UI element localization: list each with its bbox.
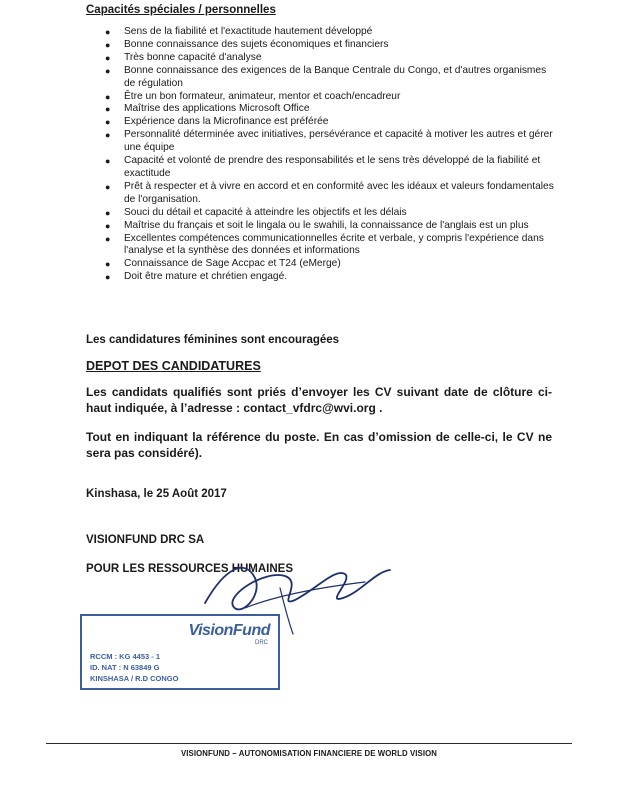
section-title: Capacités spéciales / personnelles xyxy=(86,4,276,16)
company-stamp xyxy=(80,614,280,690)
bullet-icon: ● xyxy=(105,27,111,37)
bullet-icon: ● xyxy=(105,259,111,270)
list-item xyxy=(86,39,556,52)
list-item xyxy=(86,155,556,181)
depot-heading: DEPOT DES CANDIDATURES xyxy=(86,359,261,373)
skills-list xyxy=(86,26,556,284)
list-item xyxy=(86,220,556,233)
stamp-id-nat: ID. NAT : N 63849 G xyxy=(90,663,160,672)
list-item-text: Excellentes compétences communicationnelles écrite et verbale, y compris l'expérience dans l'analyse et la synthèse des données et informations xyxy=(124,232,544,257)
list-item xyxy=(86,103,556,116)
bullet-icon: ● xyxy=(105,65,111,76)
bullet-icon: ● xyxy=(105,207,111,218)
list-item xyxy=(86,207,556,220)
list-item-text: Sens de la fiabilité et l'exactitude hautement développé xyxy=(124,26,373,37)
footer-divider xyxy=(46,743,572,744)
stamp-rccm: RCCM : KG 4453 - 1 xyxy=(90,652,161,661)
list-item-text: Bonne connaissance des exigences de la Banque Centrale du Congo, et d'autres organismes de régulation xyxy=(124,64,547,89)
reference-instructions: Tout en indiquant la référence du poste. En cas d’omission de celle-ci, le CV ne sera pas considéré). xyxy=(86,430,552,460)
list-item xyxy=(86,116,556,129)
list-item xyxy=(86,129,556,155)
encouragement-note: Les candidatures féminines sont encouragées xyxy=(86,334,340,346)
list-item-text: Doit être mature et chrétien engagé. xyxy=(124,271,288,283)
bullet-icon: ● xyxy=(105,181,111,192)
bullet-icon: ● xyxy=(105,233,111,244)
bullet-icon: ● xyxy=(105,220,111,231)
bullet-icon: ● xyxy=(105,52,111,63)
list-item-text: Bonne connaissance des sujets économiques et financiers xyxy=(124,38,389,50)
bullet-icon: ● xyxy=(105,117,111,128)
list-item-text: Prêt à respecter et à vivre en accord et en conformité avec les idéaux et valeurs fondamentales de l'organisation. xyxy=(124,180,554,205)
bullet-icon: ● xyxy=(105,91,111,102)
list-item xyxy=(86,91,556,104)
list-item-text: Capacité et volonté de prendre des responsabilités et le sens très développé de la fiabilité et exactitude xyxy=(124,155,541,179)
signatory-organisation: VISIONFUND DRC SA xyxy=(86,534,205,546)
list-item-text: Maîtrise des applications Microsoft Office xyxy=(124,103,310,115)
list-item-text: Expérience dans la Microfinance est préférée xyxy=(124,116,329,128)
list-item xyxy=(86,258,556,271)
list-item-text: Très bonne capacité d'analyse xyxy=(124,51,262,63)
list-item xyxy=(86,52,556,65)
signatory-department: POUR LES RESSOURCES HUMAINES xyxy=(86,563,294,575)
list-item-text: Connaissance de Sage Accpac et T24 (eMerge) xyxy=(124,258,341,270)
list-item-text: Maîtrise du français et soit le lingala ou le swahili, la connaissance de l'anglais est un plus xyxy=(124,219,529,231)
list-item xyxy=(86,65,556,91)
stamp-brand-sub: DRC xyxy=(255,640,268,646)
bullet-icon: ● xyxy=(105,156,111,167)
list-item xyxy=(86,271,556,284)
list-item-text: Souci du détail et capacité à atteindre les objectifs et les délais xyxy=(124,206,407,218)
list-item-text: Personnalité déterminée avec initiatives, persévérance et capacité à motiver les autres et gérer une équipe xyxy=(124,129,553,154)
list-item xyxy=(86,26,556,39)
stamp-location: KINSHASA / R.D CONGO xyxy=(90,674,179,683)
bullet-icon: ● xyxy=(105,104,111,115)
cv-instructions: Les candidats qualifiés sont priés d’envoyer les CV suivant date de clôture ci-haut indiquée, à l’adresse : contact_vfdrc@wvi.org . xyxy=(86,385,552,415)
date-line: Kinshasa, le 25 Août 2017 xyxy=(86,488,227,500)
stamp-brand-logo: VisionFund xyxy=(188,622,270,639)
bullet-icon: ● xyxy=(105,130,111,141)
list-item xyxy=(86,233,556,259)
bullet-icon: ● xyxy=(105,39,111,50)
list-item-text: Être un bon formateur, animateur, mentor et coach/encadreur xyxy=(124,90,401,102)
bullet-icon: ● xyxy=(105,272,111,283)
footer-text: VISIONFUND – AUTONOMISATION FINANCIERE DE WORLD VISION xyxy=(180,749,438,758)
list-item xyxy=(86,181,556,207)
